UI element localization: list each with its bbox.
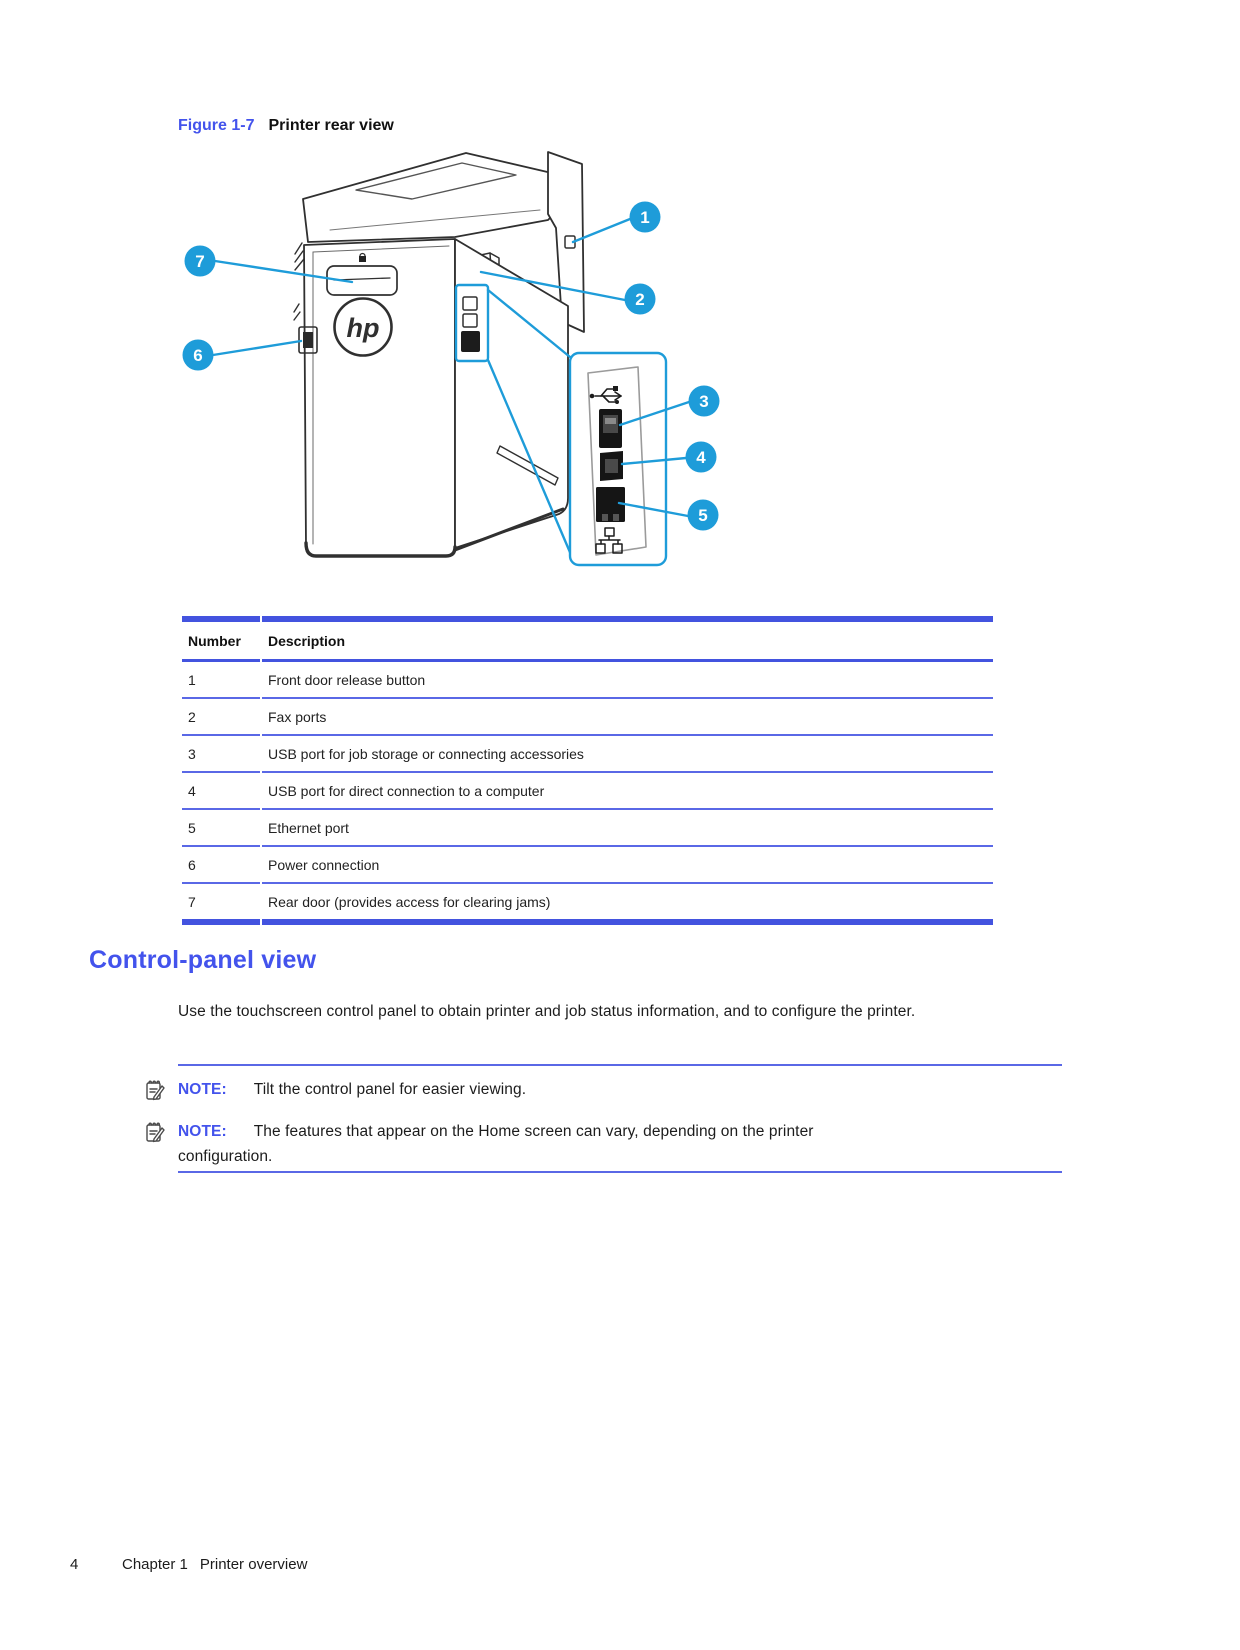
note-1 [144,1077,868,1102]
svg-text:3: 3 [699,392,709,411]
note-text [178,1119,868,1169]
callout-2 [625,284,656,315]
footer-chapter: Chapter 1 [122,1556,188,1573]
note-label: NOTE: [178,1081,227,1098]
figure-title: Printer rear view [268,117,394,134]
footer-section: Printer overview [199,1556,308,1573]
note-icon [144,1078,166,1102]
printer-rear-view-illustration [140,140,780,580]
section-heading-control-panel-view: Control-panel view [89,946,317,974]
callout-5 [688,500,719,531]
row-description: Ethernet port [262,810,993,847]
callout-1 [630,202,661,233]
note-icon [144,1120,166,1144]
row-number: 4 [182,773,260,810]
vent-lines [294,243,304,320]
table-row [182,884,993,925]
callout-4 [686,442,717,473]
svg-text:7: 7 [195,252,205,271]
figure-label: Figure 1-7 [178,117,255,134]
note-text [178,1077,868,1102]
usb-b-port [600,451,623,481]
callout-6 [183,340,214,371]
note-label: NOTE: [178,1123,227,1140]
column-header-number: Number [182,616,260,662]
row-description: Rear door (provides access for clearing jams) [262,884,993,925]
row-description: Power connection [262,847,993,884]
note-divider-top [178,1064,1062,1066]
usb-a-port [599,409,622,448]
rear-view-description-table [180,616,995,925]
svg-text:6: 6 [193,346,203,365]
ports-detail-box [570,353,666,565]
row-description: USB port for direct connection to a computer [262,773,993,810]
table-row [182,810,993,847]
footer-page-number: 4 [70,1556,79,1573]
page-footer [70,1556,307,1573]
row-description: USB port for job storage or connecting accessories [262,736,993,773]
row-number: 2 [182,699,260,736]
svg-text:5: 5 [698,506,708,525]
note-body: Tilt the control panel for easier viewing. [253,1081,527,1098]
row-number: 3 [182,736,260,773]
row-number: 7 [182,884,260,925]
svg-text:1: 1 [640,208,650,227]
column-header-description: Description [262,616,993,662]
note-body: The features that appear on the Home screen can vary, depending on the printer configuration. [178,1123,814,1165]
svg-text:2: 2 [635,290,645,309]
table-row [182,736,993,773]
note-divider-bottom [178,1171,1062,1173]
callout-3 [689,386,720,417]
hp-logo-text: hp [346,313,380,343]
callout-7 [185,246,216,277]
svg-text:4: 4 [696,448,706,467]
note-2 [144,1119,868,1169]
row-number: 6 [182,847,260,884]
table-row [182,847,993,884]
row-number: 1 [182,662,260,699]
table-row [182,699,993,736]
row-description: Front door release button [262,662,993,699]
table-row [182,662,993,699]
row-number: 5 [182,810,260,847]
printer-top-adf [303,153,560,242]
table-header-row [182,616,993,662]
intro-paragraph: Use the touchscreen control panel to obtain printer and job status information, and to configure the printer. [178,1003,916,1020]
row-description: Fax ports [262,699,993,736]
figure-caption [178,117,394,135]
table-row [182,773,993,810]
